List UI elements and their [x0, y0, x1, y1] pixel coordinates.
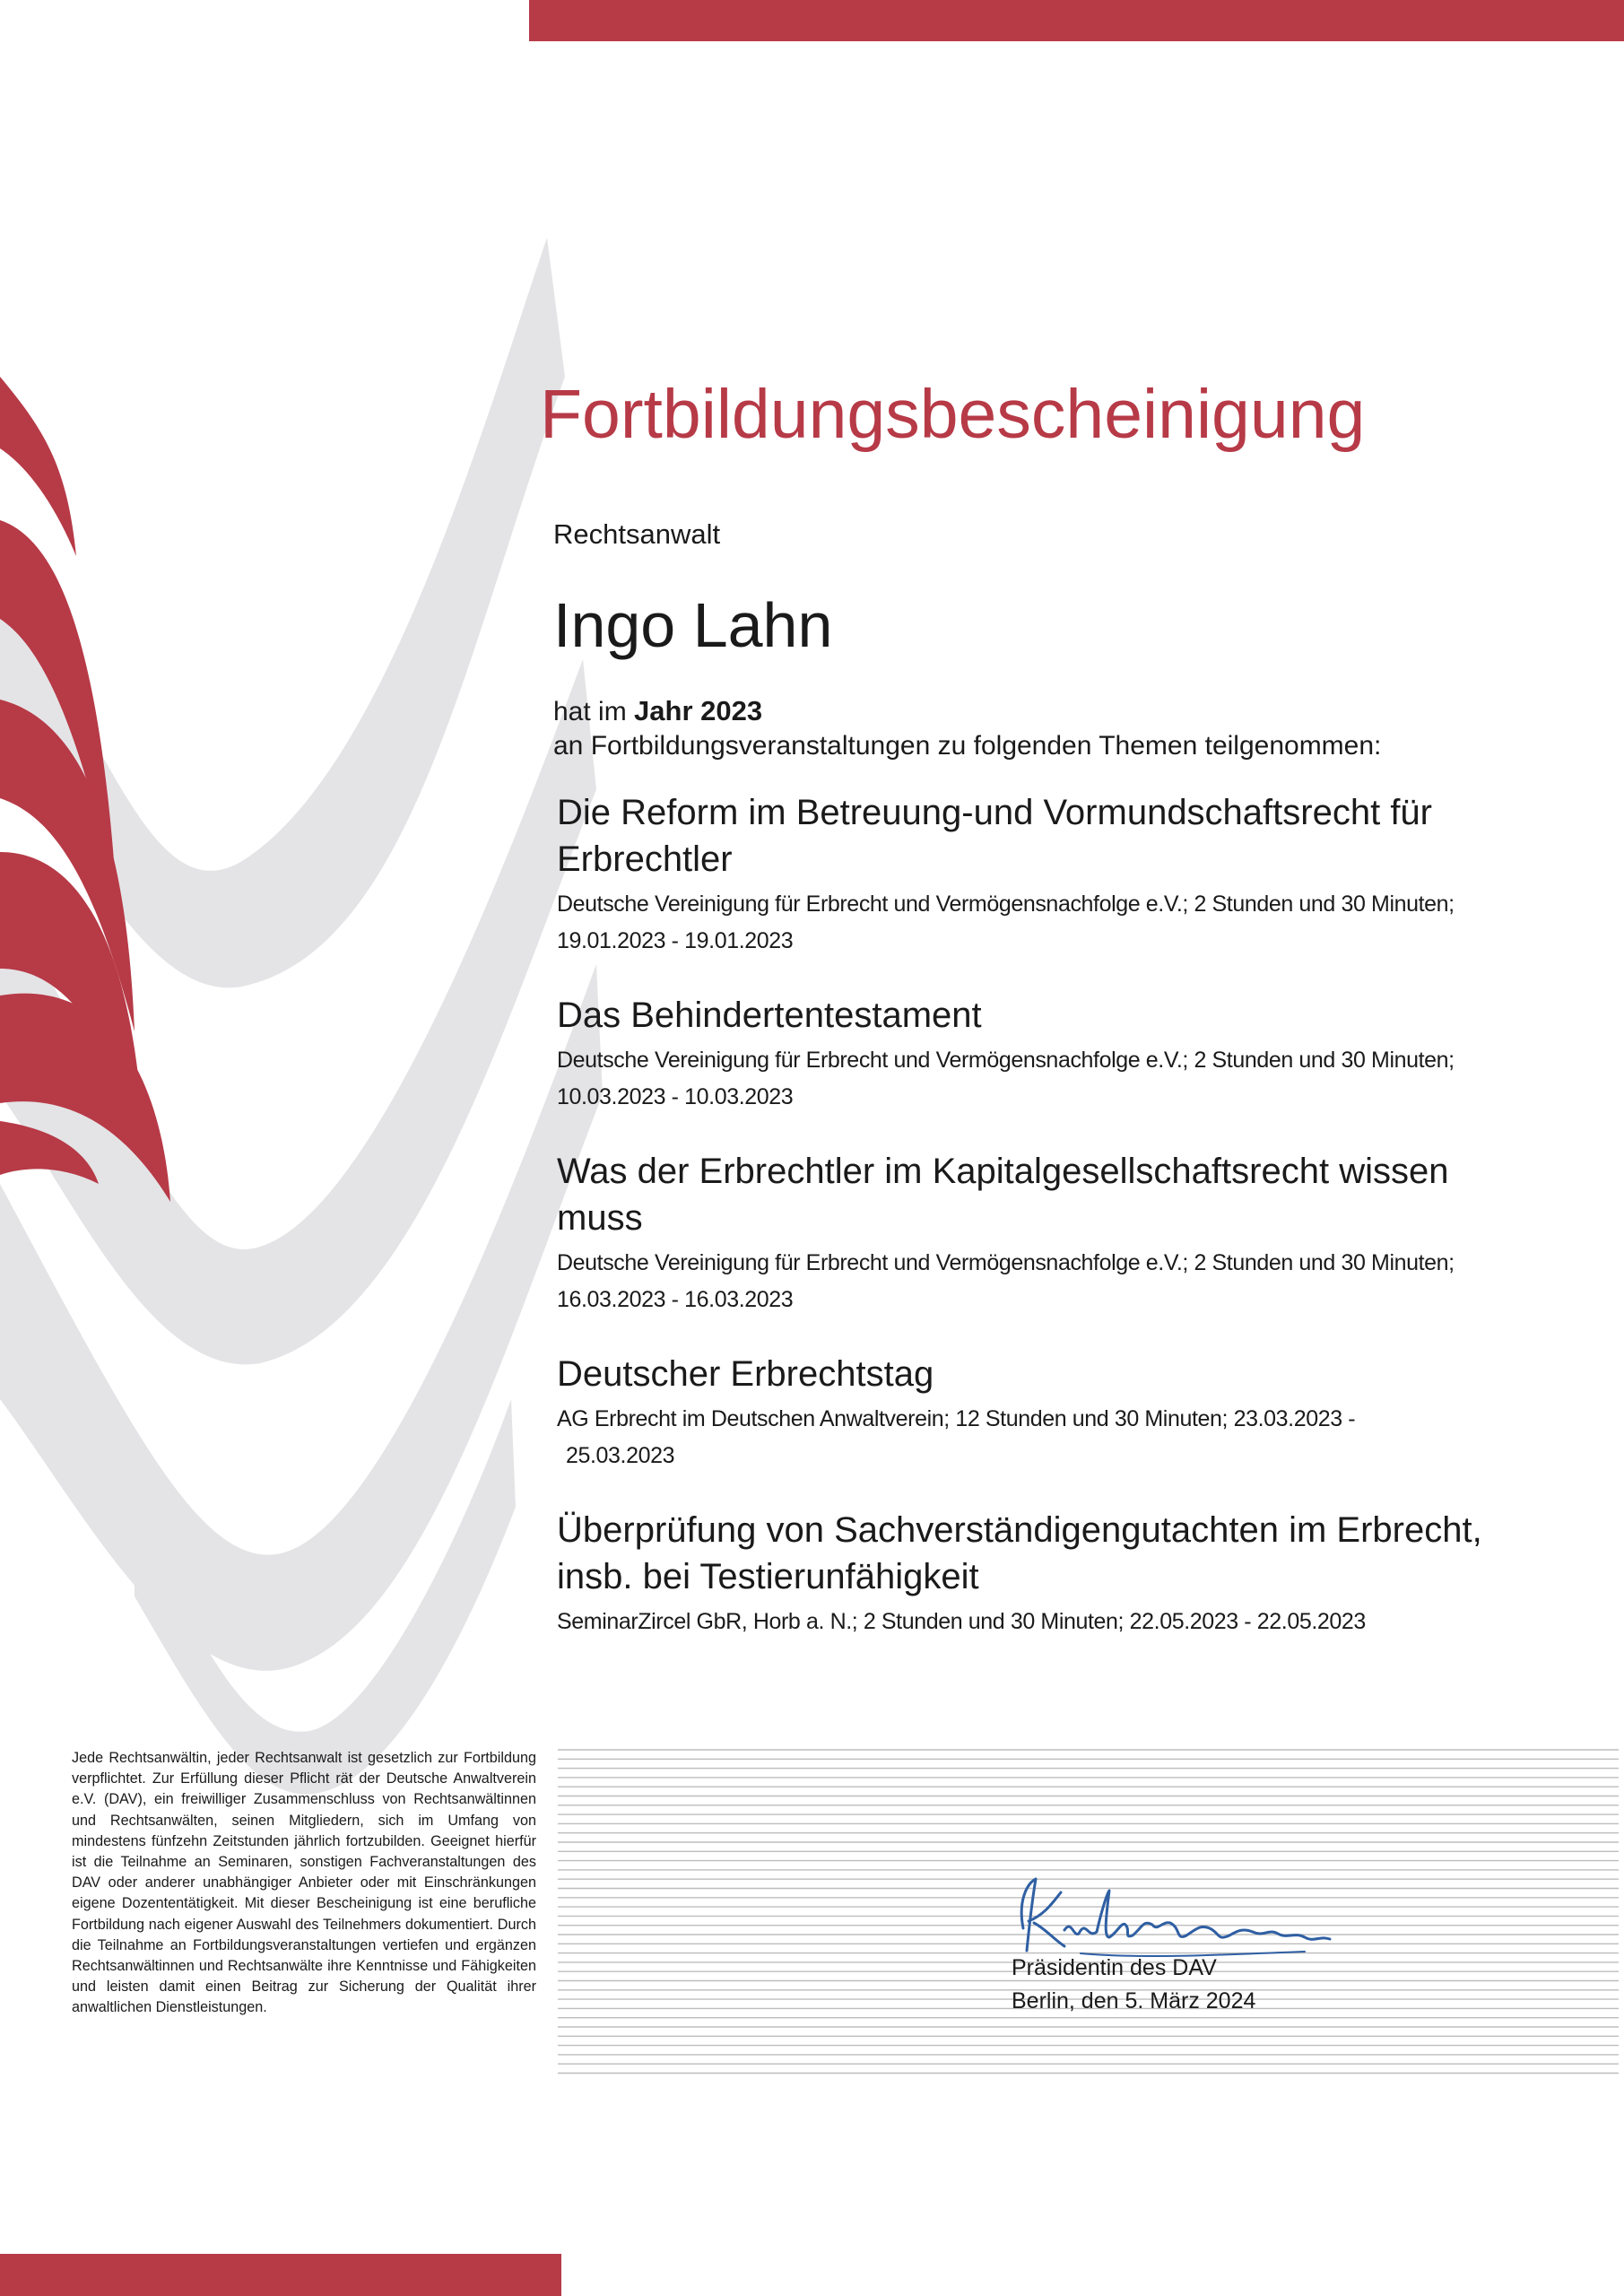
course-title — [557, 1148, 1534, 1241]
course-title — [557, 1351, 1534, 1397]
recipient-name: Ingo Lahn — [553, 590, 833, 660]
signature-place-date: Berlin, den 5. März 2024 — [1012, 1988, 1256, 2013]
course-title-line: Überprüfung von Sachverständigengutachten im Erbrecht, — [557, 1510, 1482, 1550]
signatory-role: Präsidentin des DAV — [1012, 1955, 1217, 1980]
course-title-line: insb. bei Testierunfähigkeit — [557, 1557, 979, 1596]
bottom-accent-bar — [0, 2254, 561, 2296]
intro-line-1 — [553, 694, 1381, 729]
intro-line-2: an Fortbildungsveranstaltungen zu folgenden Themen teilgenommen: — [553, 731, 1382, 761]
course-details — [557, 1604, 1534, 1640]
course-item — [557, 1507, 1534, 1640]
course-detail-line: 19.01.2023 - 19.01.2023 — [557, 928, 794, 953]
course-title-line: Was der Erbrechtler im Kapitalgesellschaftsrecht wissen — [557, 1152, 1449, 1191]
legal-notice: Jede Rechtsanwältin, jeder Rechtsanwalt ist gesetzlich zur Fortbildung verpflichtet. Zur Erfüllung dieser Pflicht rät der Deutsche Anwaltverein e.V. (DAV), ein freiwilliger Zusammenschluss von Rechtsanwältinnen und Rechtsanwälten, seinen Mitgliedern, sich im Umfang von mindestens fünfzehn Zeitstunden jährlich fortzubilden. Geeignet hierfür ist die Teilnahme an Seminaren, sonstigen Fachveranstaltungen des DAV oder anderer unabhängiger Anbieter oder mit Einschränkungen eigene Dozententätigkeit. Mit dieser Bescheinigung ist eine berufliche Fortbildung nach eigener Auswahl des Teilnehmers dokumentiert. Durch die Teilnahme an Fortbildungsveranstaltungen vertiefen und ergänzen Rechtsanwältinnen und Rechtsanwälte ihre Kenntnisse und Fähigkeiten und leisten damit einen Beitrag zur Sicherung der Qualität ihrer anwaltlichen Dienstleistungen. — [72, 1750, 536, 2016]
salutation: Rechtsanwalt — [553, 518, 721, 550]
course-list — [557, 789, 1534, 1673]
course-title-line: Die Reform im Betreuung-und Vormundschaftsrecht für — [557, 793, 1432, 832]
course-details — [557, 1042, 1534, 1116]
course-detail-line: 10.03.2023 - 10.03.2023 — [557, 1084, 794, 1109]
course-detail-line: Deutsche Vereinigung für Erbrecht und Vermögensnachfolge e.V.; 2 Stunden und 30 Minuten; — [557, 1048, 1455, 1073]
course-title-line: Deutscher Erbrechtstag — [557, 1354, 934, 1394]
course-item — [557, 1351, 1534, 1474]
course-title — [557, 1507, 1534, 1600]
intro-prefix: hat im — [553, 697, 627, 726]
course-detail-line: SeminarZircel GbR, Horb a. N.; 2 Stunden und 30 Minuten; 22.05.2023 - 22.05.2023 — [557, 1609, 1366, 1634]
certificate-title: Fortbildungsbescheinigung — [540, 376, 1366, 453]
course-detail-line: Deutsche Vereinigung für Erbrecht und Vermögensnachfolge e.V.; 2 Stunden und 30 Minuten; — [557, 1250, 1455, 1275]
course-detail-line: 25.03.2023 — [566, 1443, 675, 1468]
course-title-line: Das Behindertentestament — [557, 996, 982, 1035]
course-item — [557, 789, 1534, 960]
course-detail-line: Deutsche Vereinigung für Erbrecht und Vermögensnachfolge e.V.; 2 Stunden und 30 Minuten; — [557, 891, 1455, 917]
course-details — [557, 1245, 1534, 1318]
course-item — [557, 992, 1534, 1116]
course-item — [557, 1148, 1534, 1318]
intro-text — [553, 694, 1381, 763]
course-title-line: muss — [557, 1198, 643, 1238]
course-detail-line: AG Erbrecht im Deutschen Anwaltverein; 12 Stunden und 30 Minuten; 23.03.2023 - — [557, 1406, 1356, 1431]
course-details — [557, 1401, 1534, 1474]
course-details — [557, 886, 1534, 960]
course-title-line: Erbrechtler — [557, 839, 733, 879]
course-title — [557, 789, 1534, 883]
course-title — [557, 992, 1534, 1039]
intro-year: Jahr 2023 — [634, 695, 763, 726]
course-detail-line: 16.03.2023 - 16.03.2023 — [557, 1287, 794, 1312]
